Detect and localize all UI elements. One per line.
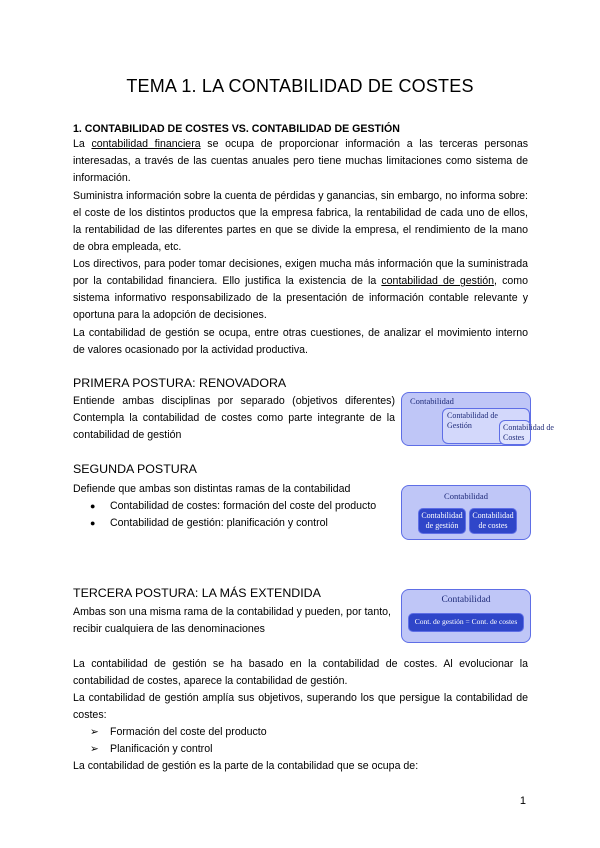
diagram-outer-label: Contabilidad	[441, 595, 491, 605]
underlined-term: contabilidad de gestión	[381, 275, 495, 287]
heading-segunda-postura: SEGUNDA POSTURA	[73, 462, 197, 476]
diagram-right-box	[469, 508, 517, 534]
list-item	[90, 724, 267, 741]
diagram-inner-label: Cont. de gestión = Cont. de costes	[414, 617, 518, 626]
bullet-list-objetivos	[90, 724, 267, 758]
diagram-segunda	[401, 485, 531, 540]
diagram-outer-label: Contabilidad	[410, 396, 454, 406]
underlined-term: contabilidad financiera	[91, 138, 201, 150]
list-item	[90, 515, 376, 532]
text-segunda-postura: Defiende que ambas son distintas ramas de la contabilidad	[73, 483, 351, 495]
diagram-inner-box	[499, 420, 554, 445]
diagram-middle-label: Contabilidad de Gestión	[447, 411, 498, 430]
diagram-outer-label: Contabilidad	[444, 491, 488, 501]
section-heading: 1. CONTABILIDAD DE COSTES VS. CONTABILIDAD DE GESTIÓN	[73, 123, 400, 135]
bullet-marker: ➢	[90, 726, 99, 738]
page-title: TEMA 1. LA CONTABILIDAD DE COSTES	[126, 76, 474, 96]
list-item-text: Contabilidad de gestión: planificación y control	[110, 517, 328, 529]
paragraph-amplia-objetivos: La contabilidad de gestión amplía sus objetivos, superando los que persigue la contabilidad de costes:	[73, 692, 528, 721]
paragraph-suministra: Suministra información sobre la cuenta de pérdidas y ganancias, sin embargo, no informa sobre: el coste de los distintos productos que la empresa fabrica, la rentabilidad de cada uno de ellos, la rentabilidad de las diferentes partes en que se divide la empresa, el rendimiento de la mano de obra empleada, etc.	[73, 190, 528, 253]
paragraph-movimiento-interno: La contabilidad de gestión se ocupa, entre otras cuestiones, de analizar el movimiento interno de valores ocasionado por la actividad productiva.	[73, 327, 528, 356]
heading-primera-postura: PRIMERA POSTURA: RENOVADORA	[73, 376, 287, 390]
bullet-marker: ➢	[90, 743, 99, 755]
heading-tercera-postura: TERCERA POSTURA: LA MÁS EXTENDIDA	[73, 586, 321, 600]
paragraph-directivos	[73, 256, 528, 324]
diagram-inner-label: Contabilidad de Costes	[503, 423, 554, 442]
paragraph-contabilidad-financiera	[73, 136, 528, 187]
diagram-left-label: Contabilidad de gestión	[421, 511, 463, 530]
text-tercera-postura: Ambas son una misma rama de la contabilidad y pueden, por tanto, recibir cualquiera de las denominaciones	[73, 606, 391, 635]
bullet-marker: ●	[90, 518, 96, 528]
diagram-inner-box	[408, 613, 524, 632]
list-item-text: Formación del coste del producto	[110, 726, 267, 738]
list-item-text: Planificación y control	[110, 743, 213, 755]
page-number: 1	[519, 795, 526, 807]
paragraph-text: se ocupa de proporcionar información a las terceras personas interesadas, a través de las cuentas anuales pero tiene muchas limitaciones como sistema de información.	[73, 138, 529, 184]
paragraph-text: , como sistema informativo responsabilizado de la presentación de información contable relevante y oportuna para la adopción de decisiones.	[73, 275, 528, 321]
bullet-list-segunda	[90, 498, 376, 532]
list-item	[90, 741, 267, 758]
list-item-text: Contabilidad de costes: formación del coste del producto	[110, 500, 377, 512]
bullet-marker: ●	[90, 501, 96, 511]
paragraph-evolucion: La contabilidad de gestión se ha basado en la contabilidad de costes. Al evolucionar la contabilidad de costes, aparece la contabilidad de gestión.	[73, 658, 528, 687]
diagram-renovadora	[401, 392, 554, 446]
diagram-left-box	[418, 508, 466, 534]
paragraph-text: La	[73, 138, 92, 150]
paragraph-text: Los directivos, para poder tomar decisiones, exigen mucha más información que la suministrada por la contabilidad financiera. Ello justifica la existencia de la	[73, 258, 528, 287]
list-item	[90, 498, 376, 515]
diagram-tercera	[401, 589, 531, 643]
paragraph-se-ocupa-de: La contabilidad de gestión es la parte de la contabilidad que se ocupa de:	[73, 760, 419, 772]
diagram-right-label: Contabilidad de costes	[472, 511, 514, 530]
text-primera-postura: Entiende ambas disciplinas por separado (objetivos diferentes) Contempla la contabilidad de costes como parte integrante de la contabilidad de gestión	[73, 395, 395, 441]
